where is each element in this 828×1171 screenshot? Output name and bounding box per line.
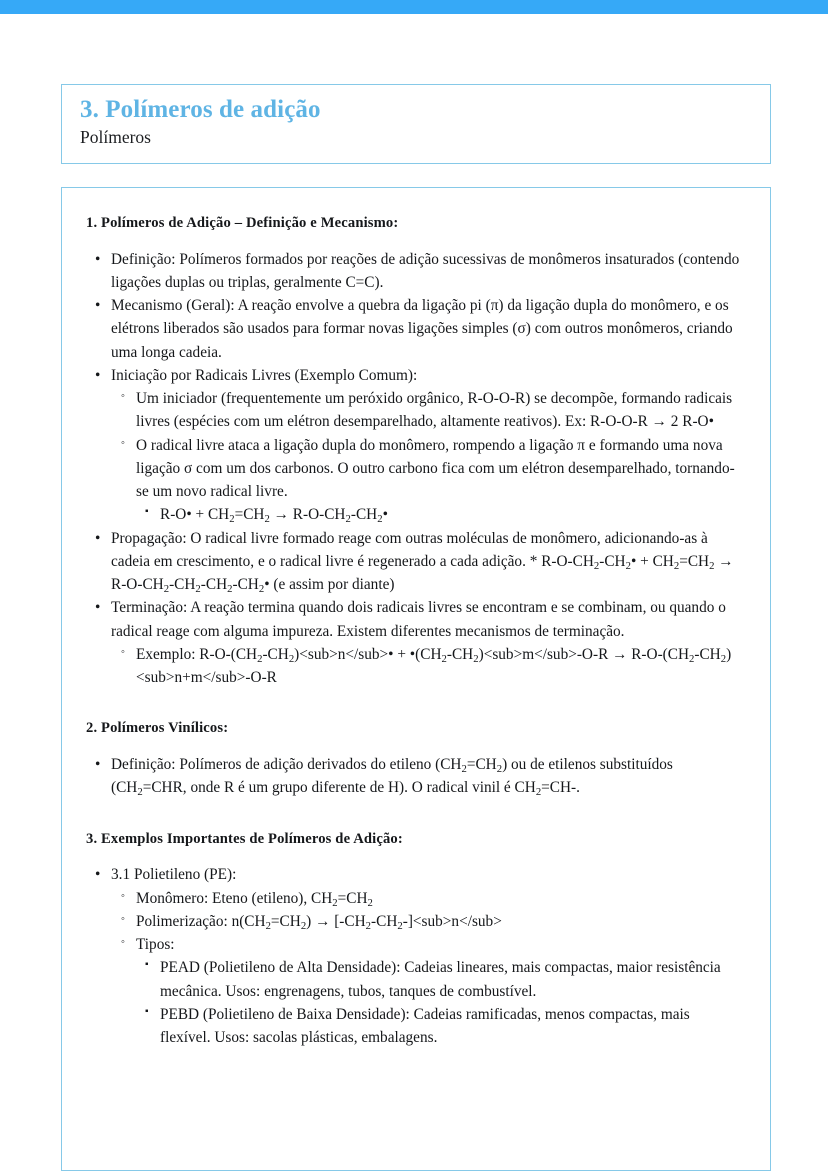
chemical-equation: R-O• + $CH_2=CH_2$ → $R-O-CH_2-CH_2•$: [160, 506, 388, 526]
section-1-sublist-terminacao: [111, 643, 742, 690]
list-item: [136, 956, 742, 1003]
list-item-text: PEAD (Polietileno de Alta Densidade): Cadeias lineares, mais compactas, maior resistência mecânica. Usos: engrenagens, tubos, tanques de combustível.: [160, 959, 721, 1000]
page-title: 3. Polímeros de adição: [80, 96, 321, 123]
bullet-circle-icon: [121, 388, 125, 405]
top-accent-bar: [0, 0, 828, 14]
list-item-text: Terminação: A reação termina quando dois radicais livres se encontram e se combinam, ou quando o radical reage com alguma impureza. Existem diferentes mecanismos de terminação.: [111, 599, 726, 640]
section-1-equation-list: [136, 503, 742, 526]
document-content-card: [61, 187, 771, 1171]
bullet-circle-icon: [121, 435, 125, 452]
bullet-circle-icon: [121, 644, 125, 661]
list-item-text: Um iniciador (frequentemente um peróxido orgânico, R-O-O-R) se decompõe, formando radicais livres (espécies com um elétron desemparelhado, altamente reativos). Ex: R-O-O-R → 2 R-O•: [136, 390, 733, 431]
bullet-square-icon: [145, 1004, 149, 1019]
list-item: [111, 434, 742, 527]
list-item: [86, 364, 742, 527]
section-3-sublist-polietileno: [111, 887, 742, 1050]
list-item-text: Propagação: O radical livre formado reage com outras moléculas de monômero, adicionando-as à cadeia em crescimento, e o radical livre é regenerado a cada adição. * $R-O-CH_2-CH_2• + CH_2=CH_2$ → $R-O-CH_2-CH_2-CH_2-CH_2•$ (e assim por diante): [111, 529, 734, 596]
list-item-text: Definição: Polímeros formados por reações de adição sucessivas de monômeros insaturados (contendo ligações duplas ou triplas, geralmente C=C).: [111, 250, 740, 291]
list-item: [86, 596, 742, 689]
bullet-circle-icon: [121, 888, 125, 905]
list-item: [86, 248, 742, 295]
section-1-list: [86, 248, 742, 690]
list-item-text: Iniciação por Radicais Livres (Exemplo Comum):: [111, 366, 418, 384]
bullet-circle-icon: [121, 934, 125, 951]
list-item: [86, 753, 742, 800]
bullet-disc-icon: [95, 753, 100, 776]
list-item: [136, 503, 742, 526]
chemical-equation: Exemplo: $R-O-(CH_2-CH_2)<sub>n</sub>•$ + $•(CH_2-CH_2)<sub>m</sub>-O-R \to R-O-(CH_2-CH_2)<sub>n+m</sub>-O-R$: [136, 645, 732, 687]
list-item: [86, 294, 742, 364]
section-2-list: [86, 753, 742, 800]
bullet-disc-icon: [95, 294, 100, 317]
section-3-list: [86, 863, 742, 1049]
section-1-sublist-iniciacao: [111, 387, 742, 527]
section-2-heading: 2. Polímeros Vinílicos:: [86, 720, 229, 737]
list-item: [86, 527, 742, 597]
list-item: [111, 887, 742, 910]
document-header-card: [61, 84, 771, 164]
list-item: [111, 643, 742, 690]
chemical-equation: Polimerização: $n(CH_2=CH_2) \to [-CH_2-CH_2-]<sub>n</sub>$: [136, 912, 502, 932]
list-item-text: Mecanismo (Geral): A reação envolve a quebra da ligação pi (π) da ligação dupla do monômero, e os elétrons liberados são usados para formar novas ligações simples (σ) com outros monômeros, criando uma longa cadeia.: [111, 297, 733, 361]
bullet-disc-icon: [95, 364, 100, 387]
list-item-text: Monômero: Eteno (etileno), $CH_2=CH_2$: [136, 889, 373, 909]
list-item: [111, 387, 742, 434]
bullet-disc-icon: [95, 248, 100, 271]
page-subtitle: Polímeros: [80, 127, 151, 147]
bullet-disc-icon: [95, 596, 100, 619]
list-item-text: Tipos:: [136, 936, 175, 954]
bullet-circle-icon: [121, 911, 125, 928]
list-item-text: PEBD (Polietileno de Baixa Densidade): Cadeias ramificadas, menos compactas, mais flexível. Usos: sacolas plásticas, embalagens.: [160, 1005, 690, 1047]
list-item-text: 3.1 Polietileno (PE):: [111, 866, 237, 884]
list-item: [136, 1003, 742, 1050]
bullet-square-icon: [145, 957, 149, 972]
section-1-heading: 1. Polímeros de Adição – Definição e Mecanismo:: [86, 215, 399, 231]
section-3-types-list: [136, 956, 742, 1049]
list-item: [111, 910, 742, 933]
section-3-heading: 3. Exemplos Importantes de Polímeros de Adição:: [86, 830, 403, 847]
list-item-text: Definição: Polímeros de adição derivados do etileno $(CH_2=CH_2)$ ou de etilenos substituídos ($CH_2=CHR$, onde R é um grupo diferente de H). O radical vinil é $CH_2=CH-$.: [111, 756, 673, 799]
list-item-text: O radical livre ataca a ligação dupla do monômero, rompendo a ligação π e formando uma nova ligação σ com um dos carbonos. O outro carbono fica com um elétron desemparelhado, tornando-se um novo radical livre.: [136, 436, 735, 501]
bullet-square-icon: [145, 504, 149, 519]
list-item: [111, 933, 742, 1049]
list-item: [86, 863, 742, 1049]
bullet-disc-icon: [95, 527, 100, 550]
bullet-disc-icon: [95, 863, 100, 886]
